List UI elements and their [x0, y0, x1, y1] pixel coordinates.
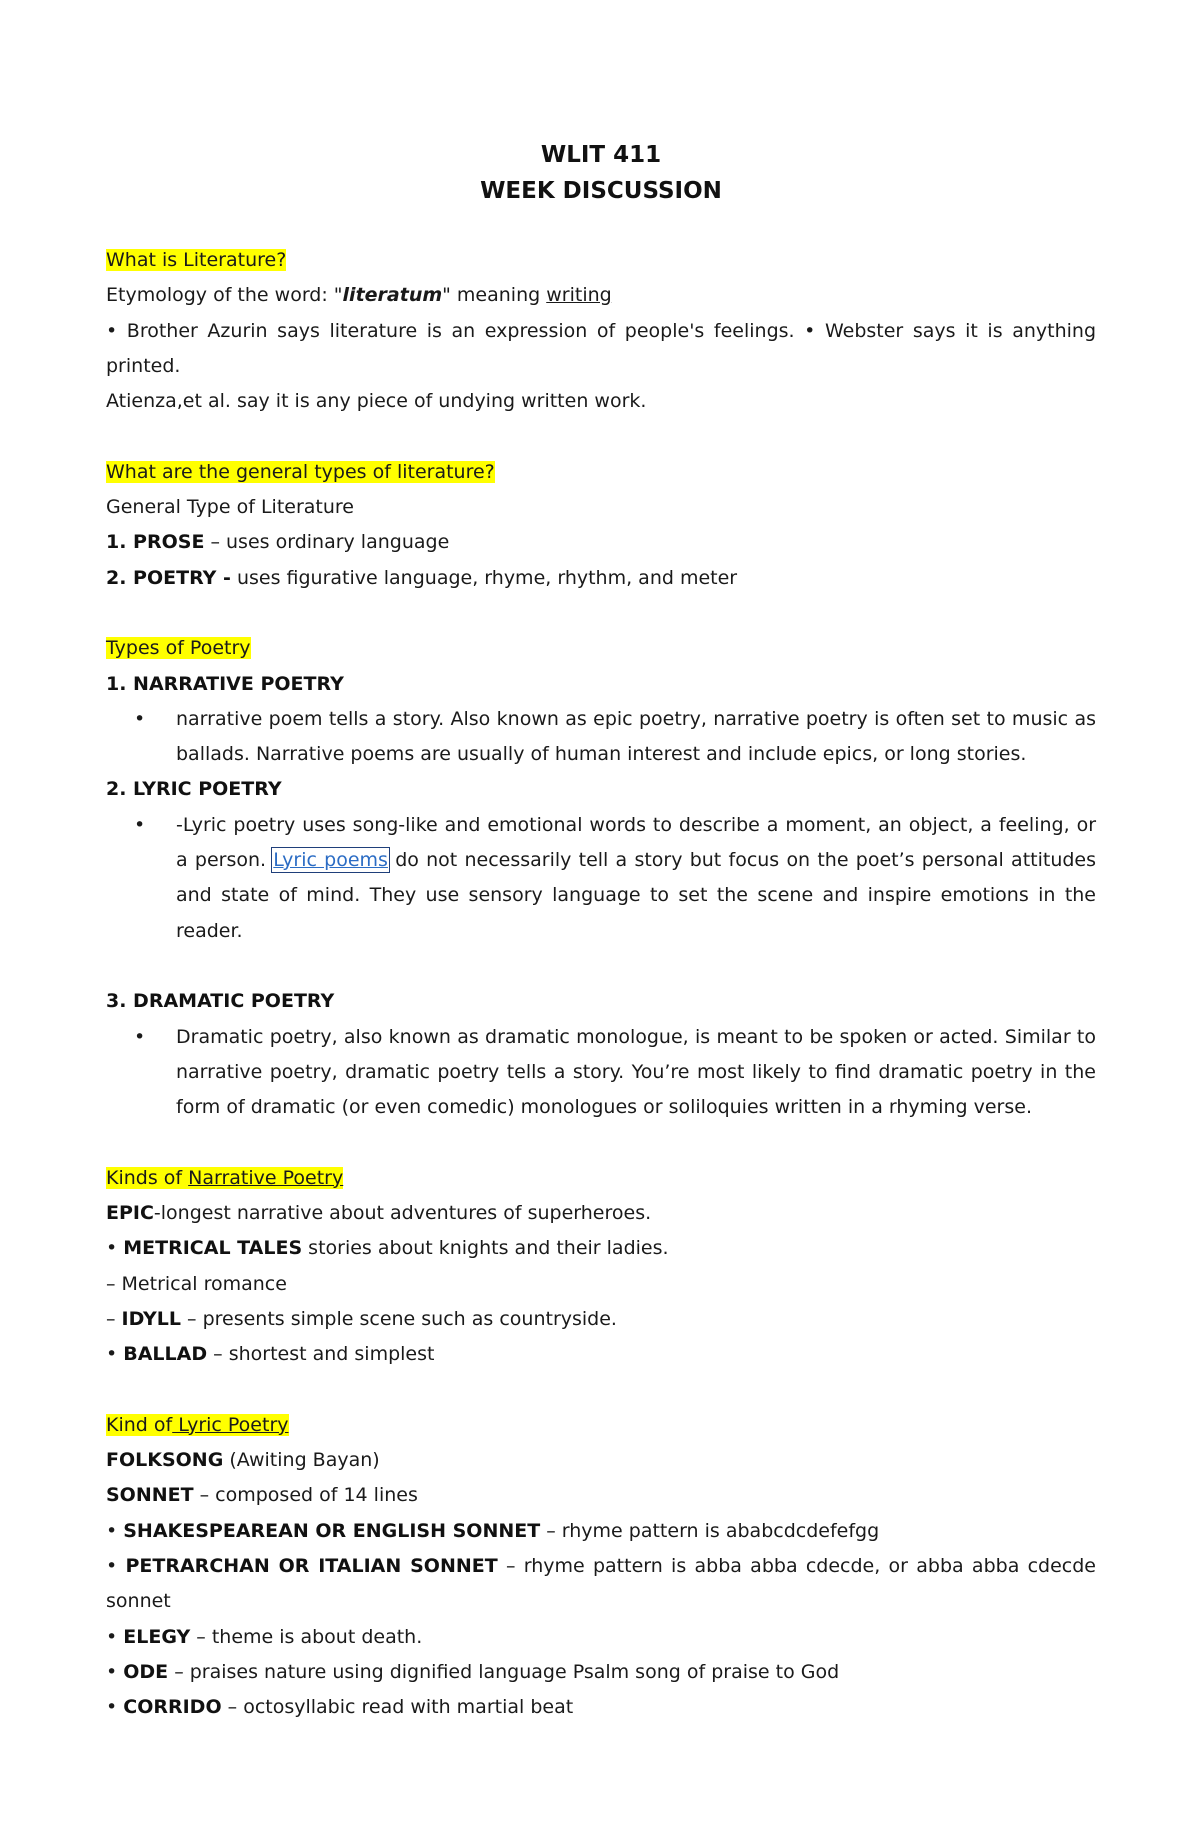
narrative-poetry-term: 1. NARRATIVE POETRY: [106, 672, 344, 695]
folksong-item: [106, 1443, 1096, 1478]
heading-general-types: [106, 455, 1096, 490]
epic-term: EPIC: [106, 1202, 154, 1225]
heading-part-b: Narrative Poetry: [188, 1166, 344, 1189]
bullet-prefix: •: [106, 1660, 124, 1683]
elegy-item: [106, 1620, 1096, 1655]
etymology-mid: " meaning: [442, 284, 547, 307]
highlight: What is Literature?: [106, 249, 287, 271]
prose-item: [106, 525, 1096, 560]
prose-definition: – uses ordinary language: [204, 531, 450, 554]
ode-definition: – praises nature using dignified language Psalm song of praise to God: [168, 1660, 840, 1683]
sonnet-definition: – composed of 14 lines: [193, 1484, 418, 1507]
dramatic-poetry-list: [106, 1020, 1096, 1126]
metrical-romance-item: – Metrical romance: [106, 1272, 287, 1295]
corrido-definition: – octosyllabic read with martial beat: [221, 1696, 574, 1719]
shakespearean-item: [106, 1514, 1096, 1549]
dramatic-poetry-heading: [106, 984, 1096, 1019]
heading-kinds-narrative: [106, 1161, 1096, 1196]
general-type-label: General Type of Literature: [106, 496, 354, 519]
highlight: [106, 1414, 289, 1436]
heading-part-a: Kinds of: [106, 1166, 189, 1189]
document-title: WEEK DISCUSSION: [480, 178, 722, 204]
etymology-line: [106, 278, 1096, 313]
etymology-meaning: writing: [546, 284, 612, 307]
lyric-poems-link[interactable]: Lyric poems: [273, 849, 388, 872]
lyric-poetry-heading: [106, 772, 1096, 807]
narrative-poetry-heading: [106, 667, 1096, 702]
heading-part-b: Lyric Poetry: [172, 1413, 289, 1436]
bullet-prefix: •: [106, 1519, 124, 1542]
narrative-poetry-list: [106, 702, 1096, 773]
dramatic-poetry-term: 3. DRAMATIC POETRY: [106, 990, 335, 1013]
dramatic-poetry-bullet: • Dramatic poetry, also known as dramatic monologue, is meant to be spoken or acted. Similar to narrative poetry, dramatic poetry tells a story. You’re most likely to find dramatic poetry in the form of dramatic (or even comedic) monologues or soliloquies written in a rhyming verse.: [106, 1020, 1096, 1126]
heading-types-of-poetry: [106, 631, 1096, 666]
elegy-term: ELEGY: [123, 1625, 191, 1648]
ode-item: [106, 1655, 1096, 1690]
epic-definition: -longest narrative about adventures of superheroes.: [153, 1202, 652, 1225]
narrative-poetry-bullet: • narrative poem tells a story. Also known as epic poetry, narrative poetry is often set to music as ballads. Narrative poems are usually of human interest and include epics, or long stories.: [106, 702, 1096, 773]
highlight: Types of Poetry: [106, 637, 251, 660]
bullet-prefix: •: [106, 1554, 126, 1577]
idyll-term: IDYLL: [121, 1307, 181, 1330]
petrarchan-term: PETRARCHAN OR ITALIAN SONNET: [125, 1554, 498, 1577]
elegy-definition: – theme is about death.: [190, 1625, 423, 1648]
sonnet-item: [106, 1478, 1096, 1513]
document-body: [106, 138, 1096, 1725]
folksong-term: FOLKSONG: [106, 1449, 224, 1472]
etymology-prefix: Etymology of the word: ": [106, 284, 343, 307]
corrido-term: CORRIDO: [123, 1696, 222, 1719]
idyll-item: [106, 1302, 1096, 1337]
course-title: WLIT 411: [540, 142, 662, 168]
heading-what-is-literature: [106, 243, 1096, 278]
highlight: [106, 1167, 343, 1189]
idyll-definition: – presents simple scene such as countryside.: [180, 1307, 617, 1330]
poetry-item: [106, 561, 1096, 596]
metrical-tales-item: [106, 1231, 1096, 1266]
lyric-poetry-term: 2. LYRIC POETRY: [106, 778, 282, 801]
epic-item: [106, 1196, 1096, 1231]
dash-prefix: –: [106, 1307, 122, 1330]
shakespearean-term: SHAKESPEAREAN OR ENGLISH SONNET: [123, 1519, 541, 1542]
corrido-item: [106, 1690, 1096, 1725]
azurin-webster-text: • Brother Azurin says literature is an expression of people's feelings. • Webster says it is anything printed.: [106, 319, 1096, 377]
lyric-poetry-bullet: [106, 808, 1096, 949]
bullet-prefix: •: [106, 1625, 124, 1648]
atienza-text: Atienza,et al. say it is any piece of undying written work.: [106, 390, 647, 413]
shakespearean-definition: – rhyme pattern is ababcdcdefefgg: [540, 1519, 880, 1542]
heading-kind-lyric: [106, 1408, 1096, 1443]
ballad-definition: – shortest and simplest: [207, 1343, 435, 1366]
petrarchan-definition: – rhyme pattern is abba abba cdecde, or abba abba cdecde sonnet: [106, 1554, 1096, 1613]
lyric-poetry-list: [106, 808, 1096, 949]
heading-part-a: Kind of: [106, 1413, 173, 1436]
lyric-text-a: -Lyric poetry uses song-like and emotional words to describe a moment, an object, a feeling, or a person.: [176, 813, 1096, 872]
bullet-prefix: •: [106, 1237, 124, 1260]
sonnet-term: SONNET: [106, 1484, 194, 1507]
ballad-item: [106, 1337, 1096, 1372]
bullet-prefix: •: [106, 1343, 124, 1366]
metrical-tales-term: METRICAL TALES: [123, 1237, 303, 1260]
lyric-text-b: do not necessarily tell a story but focus on the poet’s personal attitudes and state of mind. They use sensory language to set the scene and inspire emotions in the reader.: [176, 849, 1097, 942]
highlight: What are the general types of literature?: [106, 460, 495, 483]
etymology-word: literatum: [342, 284, 443, 307]
poetry-definition: uses figurative language, rhyme, rhythm, and meter: [230, 566, 738, 589]
ode-term: ODE: [123, 1660, 169, 1683]
petrarchan-item: [106, 1549, 1096, 1620]
folksong-definition: (Awiting Bayan): [223, 1449, 380, 1472]
poetry-term: 2. POETRY -: [106, 566, 231, 589]
prose-term: 1. PROSE: [106, 531, 205, 554]
ballad-term: BALLAD: [123, 1343, 208, 1366]
metrical-tales-definition: stories about knights and their ladies.: [302, 1237, 669, 1260]
bullet-prefix: •: [106, 1696, 124, 1719]
